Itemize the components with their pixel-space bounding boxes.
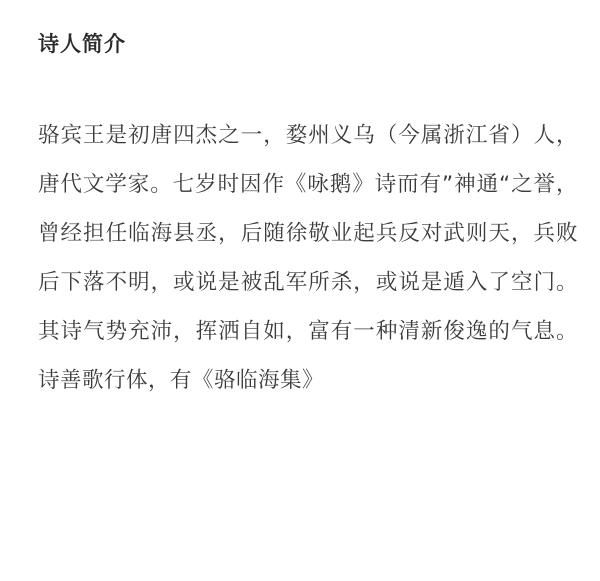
page-title: 诗人简介 (38, 32, 126, 56)
left-margin (0, 0, 14, 581)
poet-biography-paragraph: 骆宾王是初唐四杰之一，婺州义乌（今属浙江省）人，唐代文学家。七岁时因作《咏鹅》诗而有”神通“之誉，曾经担任临海县丞，后随徐敬业起兵反对武则天，兵败后下落不明，或说是被乱军所杀，或说是遁入了空门。其诗气势充沛，挥洒自如，富有一种清新俊逸的气息。诗善歌行体，有《骆临海集》 (38, 123, 578, 394)
document-content (38, 0, 586, 581)
